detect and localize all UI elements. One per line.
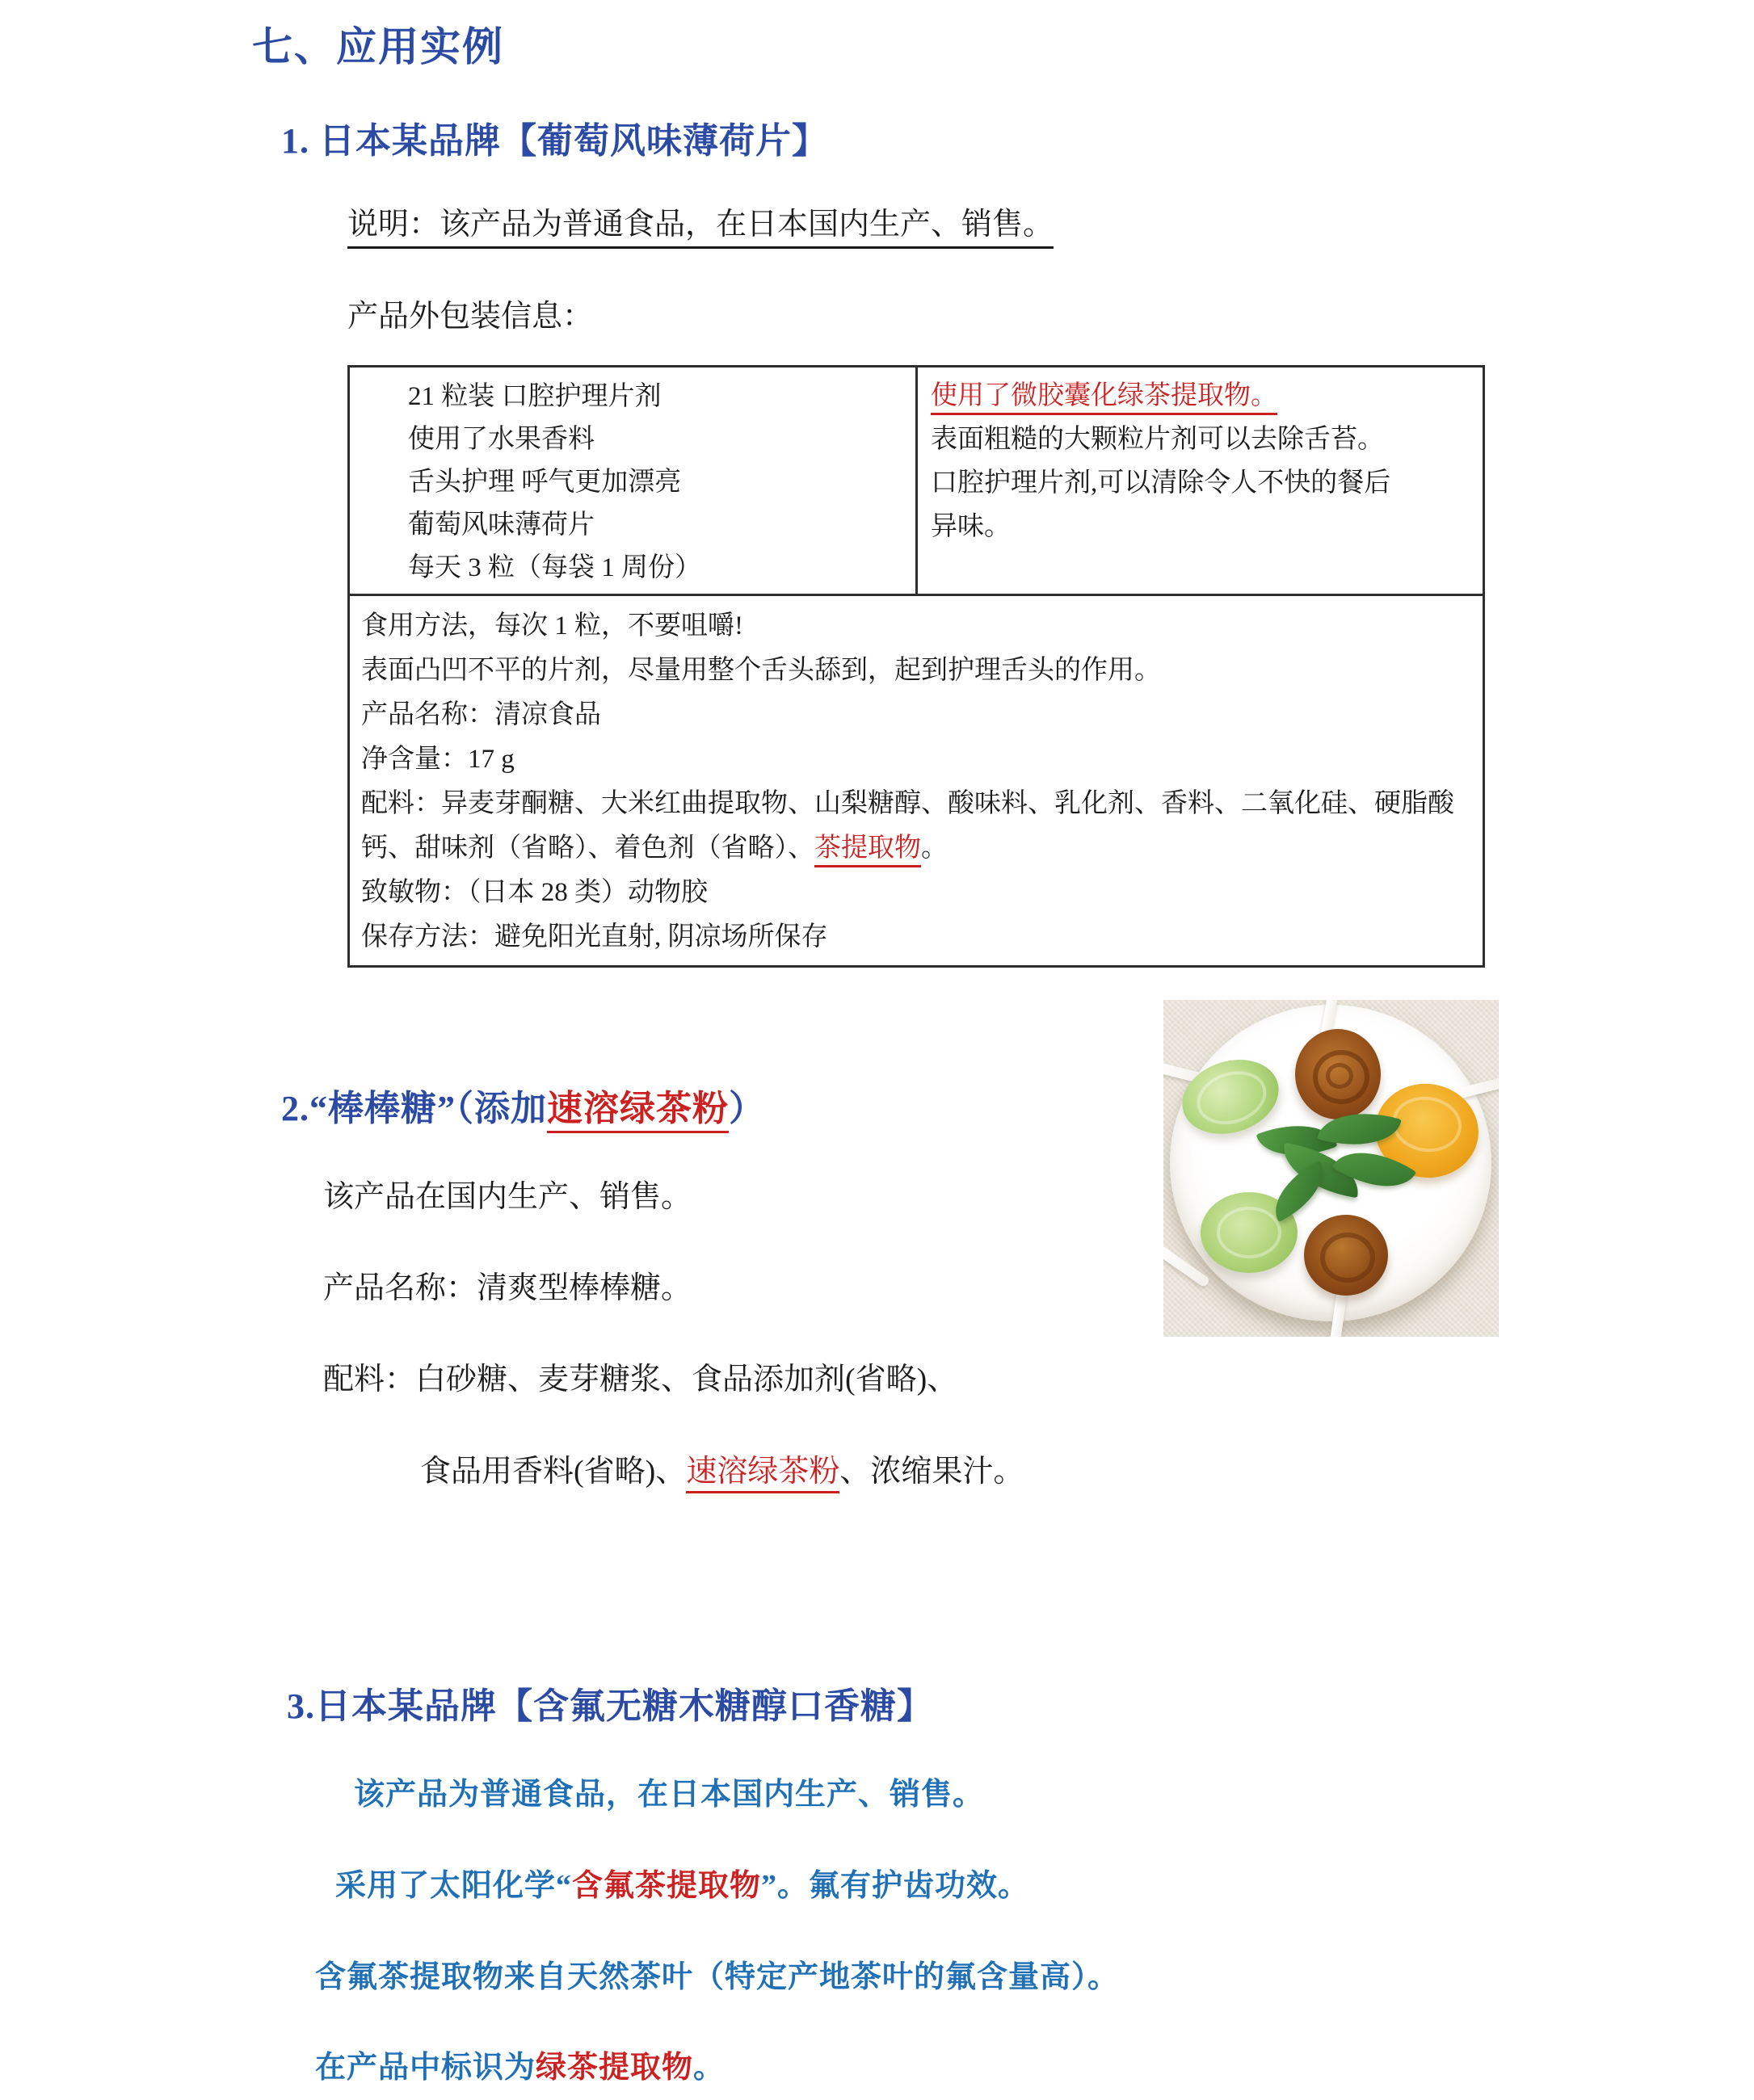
front-label-line: 舌头护理 呼气更加漂亮 xyxy=(408,468,682,497)
front-label-line: 使用了水果香料 xyxy=(408,425,595,454)
brown-lollipop-top xyxy=(1295,1029,1381,1119)
ingredients-highlight: 茶提取物 xyxy=(814,834,921,867)
section1-description-text: 说明：该产品为普通食品，在日本国内生产、销售。 xyxy=(347,208,1054,249)
table-row-details xyxy=(350,596,1483,965)
ingredients-suffix: 。 xyxy=(921,834,948,863)
allergen-line: 致敏物：（日本 28 类）动物胶 xyxy=(361,878,708,907)
table-cell-claims xyxy=(918,368,1483,594)
section2-line3: 配料：白砂糖、麦芽糖浆、食品添加剂(省略)、 xyxy=(323,1363,958,1396)
section2-heading xyxy=(281,1079,765,1131)
section3-heading: 3.日本某品牌【含氟无糖木糖醇口香糖】 xyxy=(287,1686,933,1726)
claims-line: 口腔护理片剂,可以清除令人不快的餐后 xyxy=(931,468,1391,498)
table-row-top xyxy=(350,368,1483,596)
section1-heading: 1. 日本某品牌【葡萄风味薄荷片】 xyxy=(281,121,828,161)
page-title: 七、应用实例 xyxy=(252,24,504,69)
usage-line: 食用方法，每次 1 粒，不要咀嚼! xyxy=(361,611,743,640)
ingredients-line xyxy=(361,782,1468,871)
brown-lollipop-bottom xyxy=(1304,1215,1388,1296)
claims-line: 异味。 xyxy=(931,512,1011,541)
section3-line2-suffix: ”。氟有护齿功效。 xyxy=(761,1869,1030,1903)
packaging-info-table xyxy=(347,365,1485,968)
section3-line3: 含氟茶提取物来自天然茶叶（特定产地茶叶的氟含量高）。 xyxy=(315,1960,1120,1994)
section3-line4-highlight: 绿茶提取物 xyxy=(536,2051,694,2085)
section3-line1: 该产品为普通食品，在日本国内生产、销售。 xyxy=(354,1778,985,1812)
ingredients-prefix: 配料：异麦芽酮糖、大米红曲提取物、山梨糖醇、酸味料、乳化剂、香料、二氧化硅、硬脂酸钙、甜味剂（省略）、着色剂（省略）、 xyxy=(361,789,1454,863)
section2-line4-prefix: 食品用香料(省略)、 xyxy=(420,1455,687,1489)
storage-line: 保存方法：避免阳光直射, 阴凉场所保存 xyxy=(361,922,828,951)
candy-swirl xyxy=(1326,1063,1353,1089)
section3-line4-prefix: 在产品中标识为 xyxy=(315,2051,536,2085)
section3-line4-suffix: 。 xyxy=(693,2051,726,2085)
section3-line2-highlight: 含氟茶提取物 xyxy=(572,1869,762,1903)
net-weight-line: 净含量：17 g xyxy=(361,745,515,774)
section2-line2: 产品名称：清爽型棒棒糖。 xyxy=(323,1271,692,1305)
front-label-line: 每天 3 粒（每袋 1 周份） xyxy=(408,553,701,582)
section2-heading-prefix: 2.“棒棒糖”（添加 xyxy=(281,1089,547,1128)
section3-line2-prefix: 采用了太阳化学“ xyxy=(335,1869,573,1903)
front-label-line: 21 粒装 口腔护理片剂 xyxy=(408,382,662,411)
section3-line4 xyxy=(315,2042,725,2086)
product-name-line: 产品名称：清凉食品 xyxy=(361,700,601,729)
candy-swirl xyxy=(1320,1233,1375,1283)
section2-heading-suffix: ） xyxy=(729,1089,765,1128)
section3-line2 xyxy=(335,1860,1029,1905)
section2-heading-highlight: 速溶绿茶粉 xyxy=(547,1089,729,1133)
section2-line1: 该产品在国内生产、销售。 xyxy=(323,1180,692,1214)
claims-highlight-text: 使用了微胶囊化绿茶提取物。 xyxy=(931,381,1277,415)
section1-description xyxy=(347,199,1054,243)
claims-line: 表面粗糙的大颗粒片剂可以去除舌苔。 xyxy=(931,425,1384,454)
candy-swirl xyxy=(1217,1207,1281,1258)
front-label-line: 葡萄风味薄荷片 xyxy=(408,510,595,540)
claims-highlight-line xyxy=(931,374,1460,418)
lollipops-photo xyxy=(1163,1000,1499,1337)
usage-line2: 表面凸凹不平的片剂，尽量用整个舌头舔到，起到护理舌头的作用。 xyxy=(361,656,1161,685)
section2-line4 xyxy=(420,1446,1024,1490)
section2-line4-highlight: 速溶绿茶粉 xyxy=(686,1455,839,1493)
section1-packaging-label: 产品外包装信息： xyxy=(347,300,594,334)
section2-line4-suffix: 、浓缩果汁。 xyxy=(839,1455,1024,1489)
table-cell-front-label xyxy=(350,368,918,594)
